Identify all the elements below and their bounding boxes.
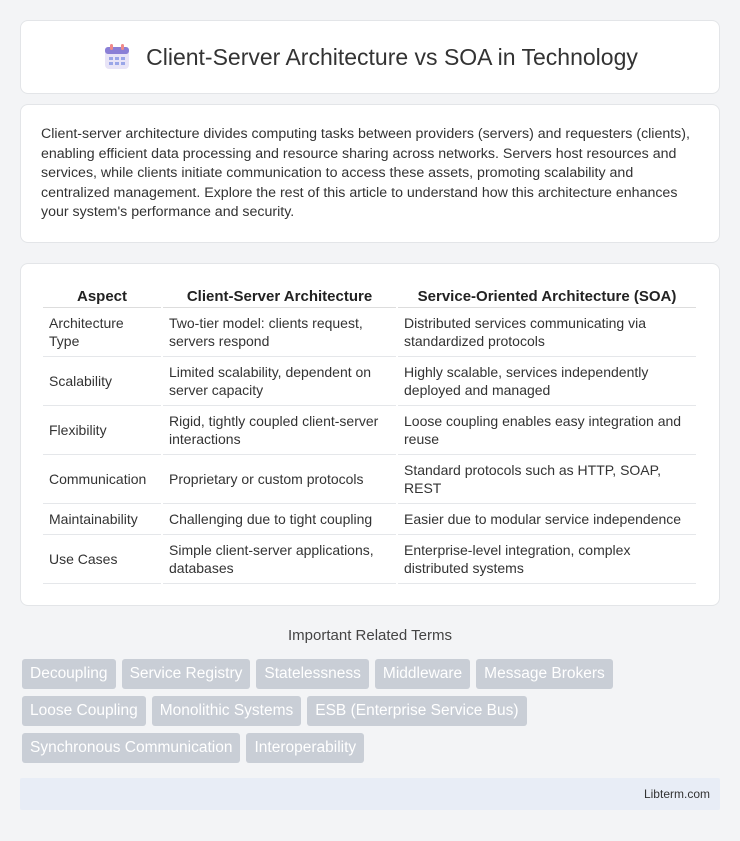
row-client-server: Limited scalability, dependent on server capacity bbox=[163, 357, 396, 406]
tag-message-brokers[interactable]: Message Brokers bbox=[476, 659, 613, 689]
row-client-server: Simple client-server applications, databases bbox=[163, 535, 396, 584]
tag-middleware[interactable]: Middleware bbox=[375, 659, 470, 689]
related-terms-list bbox=[22, 659, 722, 770]
tag-interoperability[interactable]: Interoperability bbox=[246, 733, 364, 763]
table-row bbox=[43, 308, 696, 357]
related-terms-title: Important Related Terms bbox=[288, 627, 452, 644]
row-client-server: Proprietary or custom protocols bbox=[163, 455, 396, 504]
tag-esb[interactable]: ESB (Enterprise Service Bus) bbox=[307, 696, 526, 726]
tag-synchronous-communication[interactable]: Synchronous Communication bbox=[22, 733, 240, 763]
calendar-icon bbox=[102, 42, 132, 72]
table-row bbox=[43, 455, 696, 504]
row-soa: Standard protocols such as HTTP, SOAP, REST bbox=[398, 455, 696, 504]
row-aspect: Architecture Type bbox=[43, 308, 161, 357]
tag-decoupling[interactable]: Decoupling bbox=[22, 659, 116, 689]
row-aspect: Maintainability bbox=[43, 504, 161, 535]
row-soa: Distributed services communicating via standardized protocols bbox=[398, 308, 696, 357]
table-row bbox=[43, 535, 696, 584]
footer bbox=[20, 778, 720, 810]
footer-site[interactable]: Libterm.com bbox=[643, 787, 710, 801]
header-soa: Service-Oriented Architecture (SOA) bbox=[398, 286, 696, 308]
header-aspect: Aspect bbox=[43, 286, 161, 308]
header-client-server: Client-Server Architecture bbox=[163, 286, 396, 308]
tag-monolithic-systems[interactable]: Monolithic Systems bbox=[152, 696, 302, 726]
title-card bbox=[20, 20, 720, 94]
table-row bbox=[43, 357, 696, 406]
comparison-table-card bbox=[20, 263, 720, 606]
row-soa: Highly scalable, services independently deployed and managed bbox=[398, 357, 696, 406]
row-soa: Easier due to modular service independence bbox=[398, 504, 696, 535]
row-soa: Loose coupling enables easy integration and reuse bbox=[398, 406, 696, 455]
row-soa: Enterprise-level integration, complex distributed systems bbox=[398, 535, 696, 584]
row-aspect: Communication bbox=[43, 455, 161, 504]
table-header-row bbox=[43, 286, 696, 308]
tag-loose-coupling[interactable]: Loose Coupling bbox=[22, 696, 146, 726]
page-title: Client-Server Architecture vs SOA in Technology bbox=[146, 43, 638, 70]
table-row bbox=[43, 406, 696, 455]
row-client-server: Challenging due to tight coupling bbox=[163, 504, 396, 535]
row-client-server: Two-tier model: clients request, servers respond bbox=[163, 308, 396, 357]
table-row bbox=[43, 504, 696, 535]
row-aspect: Flexibility bbox=[43, 406, 161, 455]
row-aspect: Use Cases bbox=[43, 535, 161, 584]
comparison-table bbox=[41, 286, 698, 584]
intro-card bbox=[20, 104, 720, 243]
tag-statelessness[interactable]: Statelessness bbox=[256, 659, 369, 689]
tag-service-registry[interactable]: Service Registry bbox=[122, 659, 251, 689]
intro-text: Client-server architecture divides computing tasks between providers (servers) and requesters (clients), enabling efficient data processing and resource sharing across networks. Servers host resources and services, while clients initiate communication to access these assets, promoting scalability and centralized management. Explore the rest of this article to understand how this architecture enhances your system's performance and security. bbox=[41, 126, 690, 221]
row-client-server: Rigid, tightly coupled client-server interactions bbox=[163, 406, 396, 455]
row-aspect: Scalability bbox=[43, 357, 161, 406]
